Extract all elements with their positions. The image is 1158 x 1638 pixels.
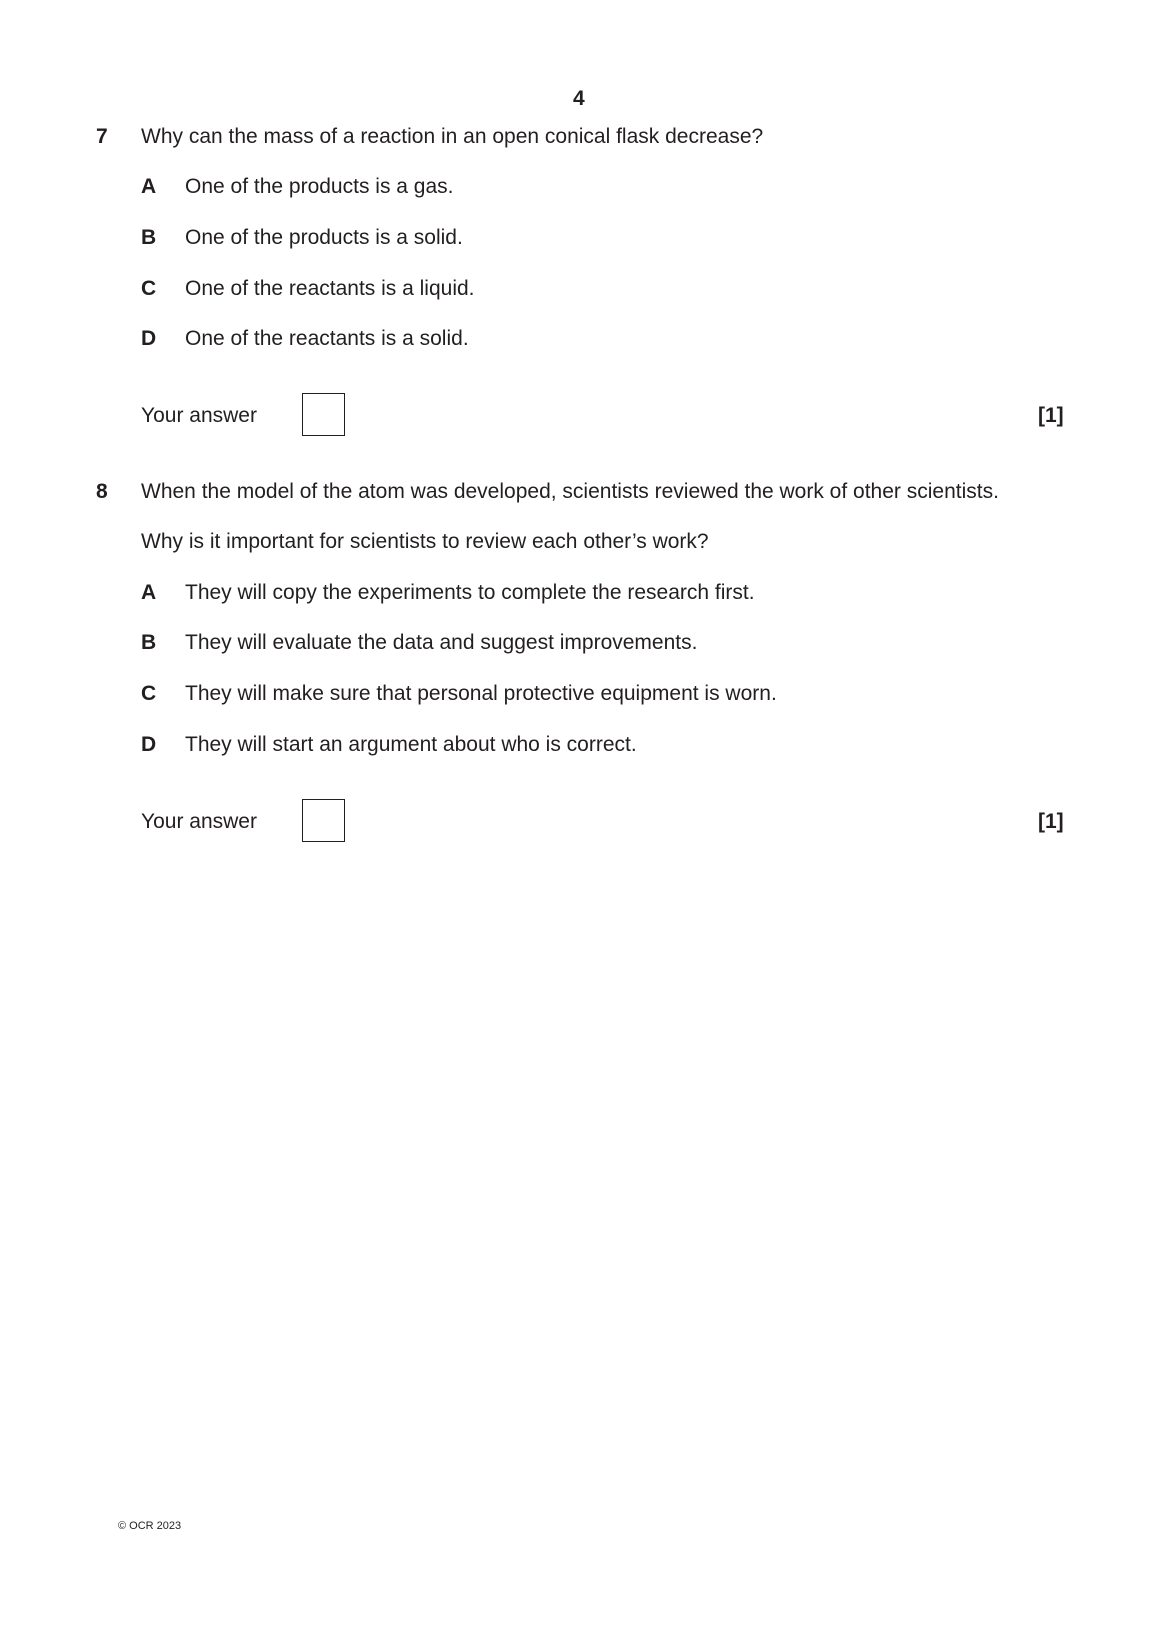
- question-stem: When the model of the atom was developed, scientists reviewed the work of other scientists.: [141, 480, 999, 503]
- option-text: They will evaluate the data and suggest improvements.: [185, 631, 698, 654]
- copyright-footer: © OCR 2023: [118, 1520, 182, 1532]
- option-text: One of the reactants is a solid.: [185, 327, 469, 350]
- option-text: One of the products is a gas.: [185, 175, 454, 198]
- option-text: One of the reactants is a liquid.: [185, 277, 475, 300]
- option-text: They will start an argument about who is correct.: [185, 733, 637, 756]
- answer-box[interactable]: [302, 393, 345, 436]
- option-text: They will copy the experiments to complete the research first.: [185, 581, 755, 604]
- answer-label: Your answer: [141, 404, 257, 427]
- question-number: 8: [96, 480, 108, 503]
- question-number: 7: [96, 125, 108, 148]
- answer-label: Your answer: [141, 810, 257, 833]
- page-number: 4: [573, 87, 585, 110]
- option-letter: D: [141, 733, 157, 756]
- option-text: One of the products is a solid.: [185, 226, 463, 249]
- marks-label: [1]: [1038, 810, 1064, 833]
- option-letter: A: [141, 175, 157, 198]
- option-letter: C: [141, 277, 157, 300]
- option-text: They will make sure that personal protective equipment is worn.: [185, 682, 777, 705]
- option-letter: B: [141, 226, 157, 249]
- question-stem: Why is it important for scientists to review each other’s work?: [141, 530, 709, 553]
- marks-label: [1]: [1038, 404, 1064, 427]
- option-letter: D: [141, 327, 157, 350]
- question-stem: Why can the mass of a reaction in an open conical flask decrease?: [141, 125, 764, 148]
- option-letter: C: [141, 682, 157, 705]
- option-letter: A: [141, 581, 157, 604]
- option-letter: B: [141, 631, 157, 654]
- answer-box[interactable]: [302, 799, 345, 842]
